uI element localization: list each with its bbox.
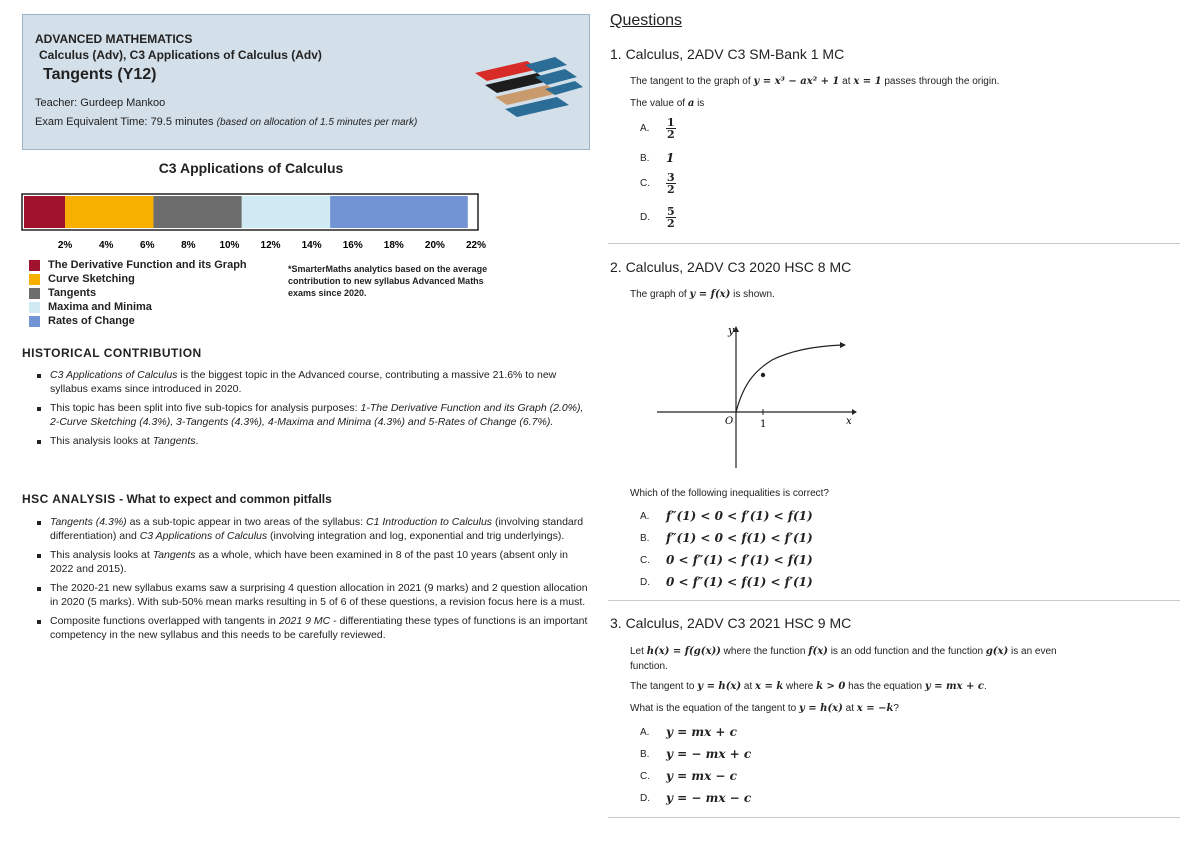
exam-time-label: Exam Equivalent Time: (35, 116, 148, 128)
question-1-option-a: A. $\frac{1}{2}$ (640, 116, 675, 141)
curve (736, 345, 842, 412)
questions-heading: Questions (610, 12, 683, 29)
legend-item (29, 272, 247, 286)
curve-arrow-icon (840, 342, 846, 348)
legend-swatch (29, 288, 40, 299)
subject-label: ADVANCED MATHEMATICS (35, 32, 193, 46)
origin-label: O (725, 416, 734, 427)
legend-label: Rates of Change (48, 315, 135, 327)
x-tick-label: 12% (260, 240, 281, 251)
topic-label: Calculus (Adv), C3 Applications of Calculus (Adv) (39, 48, 322, 62)
historical-heading: HISTORICAL CONTRIBUTION (22, 346, 202, 360)
x-tick-label: 16% (342, 240, 363, 251)
bar-segment (24, 196, 65, 228)
list-item: Composite functions overlapped with tangents in 2021 9 MC - differentiating these types of functions is an important competency in the new syllabus and this needs to be carefully reviewed. (22, 615, 594, 642)
list-item: This topic has been split into five sub-topics for analysis purposes: 1-The Derivative Function and its Graph (2.0%), 2-Curve Sketching (4.3%), 3-Tangents (4.3%), 4-Maxima and Minima (4.3%) and 5-Rates of Change (6.7%). (22, 402, 594, 429)
chart-title: C3 Applications of Calculus (158, 160, 344, 176)
exam-time-line (35, 116, 417, 128)
question-1-option-d: D. $\frac{5}{2}$ (640, 205, 675, 230)
question-3-option-c: C. y = mx − c (640, 769, 737, 783)
legend-label: Tangents (48, 287, 97, 299)
exam-time-value: 79.5 minutes (150, 116, 214, 128)
x-tick-label: 8% (181, 240, 196, 251)
bar-segment (242, 196, 330, 228)
divider (608, 817, 1180, 818)
legend-item (29, 300, 247, 314)
legend-item (29, 286, 247, 300)
list-item: This analysis looks at Tangents as a whole, which have been examined in 8 of the past 10 years (absent only in 2022 and 2015). (22, 549, 594, 576)
fraction: $\frac{1}{2}$ (667, 116, 675, 141)
hsc-heading: HSC ANALYSIS - What to expect and common pitfalls (22, 492, 332, 506)
exam-time-note: (based on allocation of 1.5 minutes per mark) (216, 117, 418, 128)
question-2-option-c: C. 0 < f″(1) < f′(1) < f(1) (640, 553, 813, 567)
divider (608, 243, 1180, 244)
legend-label: The Derivative Function and its Graph (48, 259, 247, 271)
x-axis-label: x (846, 416, 852, 427)
legend-swatch (29, 316, 40, 327)
tick-label: 1 (760, 419, 767, 430)
fraction: $\frac{5}{2}$ (667, 205, 675, 230)
divider (608, 600, 1180, 601)
page-title: Tangents (Y12) (43, 66, 157, 83)
list-item: The 2020-21 new syllabus exams saw a surprising 4 question allocation in 2021 (9 marks) and 2 question allocation in 2020 (5 marks). With sub-50% mean marks resulting in 5 of 6 of these questions, a revision focus here is a must. (22, 582, 594, 609)
stacked-bar-chart (18, 186, 493, 254)
legend-swatch (29, 302, 40, 313)
list-item: This analysis looks at Tangents. (22, 435, 594, 449)
x-tick-label: 10% (219, 240, 240, 251)
x-tick-label: 20% (424, 240, 445, 251)
list-item: C3 Applications of Calculus is the biggest topic in the Advanced course, contributing a massive 21.6% to new syllabus exams since introduced in 2020. (22, 369, 594, 396)
legend-swatch (29, 260, 40, 271)
point-marker (761, 373, 765, 377)
x-tick-label: 18% (383, 240, 404, 251)
bar-segment (330, 196, 468, 228)
legend-item (29, 258, 247, 272)
x-tick-label: 6% (140, 240, 155, 251)
function-graph (652, 322, 862, 472)
x-axis-arrow-icon (852, 409, 857, 415)
question-3-option-a: A. y = mx + c (640, 725, 737, 739)
question-2-option-b: B. f″(1) < 0 < f(1) < f′(1) (640, 531, 813, 545)
hsc-list (22, 516, 594, 648)
smartermaths-logo-icon (475, 55, 585, 135)
legend-label: Curve Sketching (48, 273, 135, 285)
teacher-name: Gurdeep Mankoo (80, 97, 166, 109)
legend-item (29, 314, 247, 328)
y-axis-label: y (728, 324, 735, 337)
x-tick-label: 2% (57, 240, 73, 251)
bar-segment (153, 196, 241, 228)
question-2-option-a: A. f″(1) < 0 < f′(1) < f(1) (640, 509, 813, 523)
legend-label: Maxima and Minima (48, 301, 152, 313)
question-1-title: 1. Calculus, 2ADV C3 SM-Bank 1 MC (610, 46, 845, 62)
question-2-option-d: D. 0 < f″(1) < f(1) < f′(1) (640, 575, 813, 589)
chart-footnote: *SmarterMaths analytics based on the average contribution to new syllabus Advanced Maths exams since 2020. (288, 264, 488, 298)
bar-segment (65, 196, 153, 228)
question-3-condition: The tangent to y = h(x) at x = k where k > 0 has the equation y = mx + c. (630, 681, 987, 692)
question-3-title: 3. Calculus, 2ADV C3 2021 HSC 9 MC (610, 615, 852, 631)
question-1-stem: The tangent to the graph of y = x³ − ax² + 1 at x = 1 passes through the origin. (630, 76, 1000, 87)
fraction: $\frac{3}{2}$ (667, 171, 675, 196)
historical-list (22, 369, 594, 455)
question-2-prompt: Which of the following inequalities is correct? (630, 488, 829, 499)
x-tick-label: 14% (301, 240, 322, 251)
question-1-prompt: The value of a is (630, 98, 705, 109)
teacher-label: Teacher: (35, 97, 78, 109)
question-2-title: 2. Calculus, 2ADV C3 2020 HSC 8 MC (610, 259, 852, 275)
question-3-option-b: B. y = − mx + c (640, 747, 752, 761)
question-2-stem: The graph of y = f(x) is shown. (630, 289, 775, 300)
list-item: Tangents (4.3%) as a sub-topic appear in two areas of the syllabus: C1 Introduction to Calculus (involving standard differentiation) and C3 Applications of Calculus (involving integration and log, exponential and trig underlyings). (22, 516, 594, 543)
question-1-option-b: B. 1 (640, 151, 675, 165)
question-3-stem: Let h(x) = f(g(x)) where the function f(x) is an odd function and the function g(x) is an even function. (630, 646, 1057, 672)
question-3-prompt: What is the equation of the tangent to y = h(x) at x = −k? (630, 703, 899, 714)
question-1-option-c: C. $\frac{3}{2}$ (640, 171, 675, 196)
teacher-line (35, 97, 165, 109)
header-box (22, 14, 590, 150)
x-tick-label: 22% (465, 240, 487, 251)
question-3-option-d: D. y = − mx − c (640, 791, 752, 805)
chart-legend (29, 258, 247, 328)
x-tick-label: 4% (98, 240, 114, 251)
legend-swatch (29, 274, 40, 285)
